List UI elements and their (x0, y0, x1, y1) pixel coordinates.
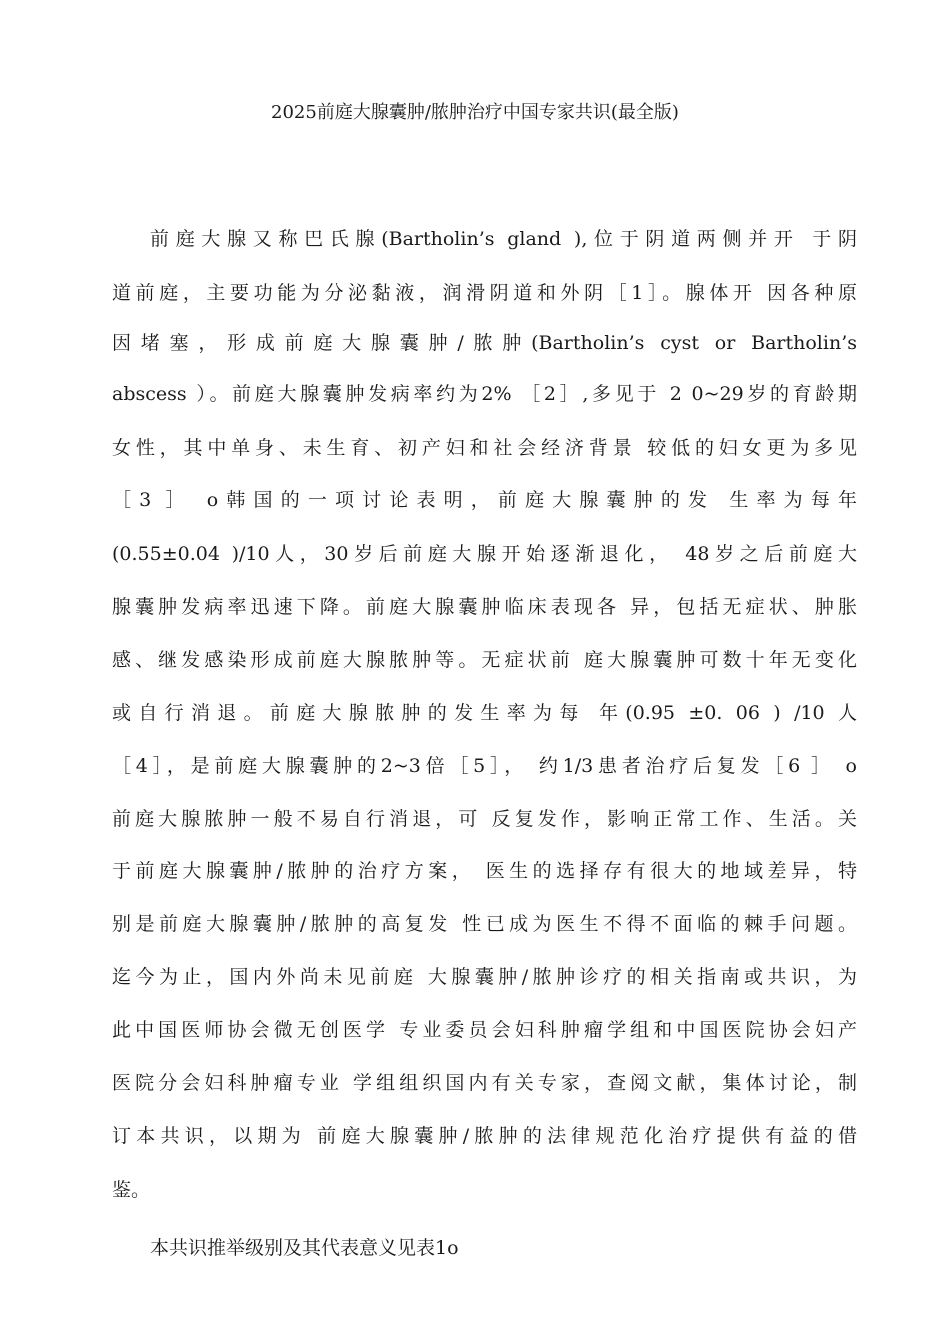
paragraph1-line-7: (0.55±0.04 )/10人，30岁后前庭大腺开始逐渐退化， 48岁之后前庭大 (112, 543, 857, 565)
paragraph1-line-3: 因堵塞，形成前庭大腺囊肿/脓肿(Bartholin’s cyst or Bartholin’s (112, 332, 857, 354)
paragraph1-line-15: 迄今为止，国内外尚未见前庭 大腺囊肿/脓肿诊疗的相关指南或共识，为 (112, 966, 857, 988)
paragraph1-line-17: 医院分会妇科肿瘤专业 学组组织国内有关专家，查阅文献，集体讨论，制 (112, 1072, 857, 1094)
paragraph1-line-14: 别是前庭大腺囊肿/脓肿的高复发 性已成为医生不得不面临的棘手问题。 (112, 913, 857, 935)
paragraph1-line-10: 或自行消退。前庭大腺脓肿的发生率为每 年(0.95 ±0. 06 ) /10 人 (112, 702, 857, 724)
paragraph1-line-5: 女性，其中单身、未生育、初产妇和社会经济背景 较低的妇女更为多见 (112, 437, 857, 459)
paragraph1-line-1: 前庭大腺又称巴氏腺(Bartholin’s gland ),位于阴道两侧并开 于阴 (150, 228, 857, 250)
paragraph1-line-11: ［4］，是前庭大腺囊肿的2~3倍［5］， 约1/3患者治疗后复发［6 ］ o (112, 755, 857, 777)
paragraph1-line-19: 鉴。 (112, 1179, 151, 1201)
paragraph1-line-16: 此中国医师协会微无创医学 专业委员会妇科肿瘤学组和中国医院协会妇产 (112, 1019, 857, 1041)
paragraph1-line-18: 订本共识，以期为 前庭大腺囊肿/脓肿的法律规范化治疗提供有益的借 (112, 1125, 857, 1147)
paragraph1-line-4: abscess ）。前庭大腺囊肿发病率约为2% ［2］,多见于 2 0~29岁的育龄期 (112, 383, 857, 405)
paragraph1-line-12: 前庭大腺脓肿一般不易自行消退，可 反复发作，影响正常工作、生活。关 (112, 808, 857, 830)
paragraph2-line-1: 本共识推举级别及其代表意义见表1o (150, 1237, 459, 1259)
paragraph1-line-8: 腺囊肿发病率迅速下降。前庭大腺囊肿临床表现各 异，包括无症状、肿胀 (112, 596, 857, 618)
paragraph1-line-13: 于前庭大腺囊肿/脓肿的治疗方案， 医生的选择存有很大的地域差异，特 (112, 860, 857, 882)
paragraph1-line-6: ［3 ］ o韩国的一项讨论表明，前庭大腺囊肿的发 生率为每年 (112, 489, 857, 511)
paragraph1-line-2: 道前庭，主要功能为分泌黏液，润滑阴道和外阴［1］。腺体开 因各种原 (112, 282, 857, 304)
paragraph1-line-9: 感、继发感染形成前庭大腺脓肿等。无症状前 庭大腺囊肿可数十年无变化 (112, 649, 857, 671)
document-title: 2025前庭大腺囊肿/脓肿治疗中国专家共识(最全版) (271, 102, 679, 123)
